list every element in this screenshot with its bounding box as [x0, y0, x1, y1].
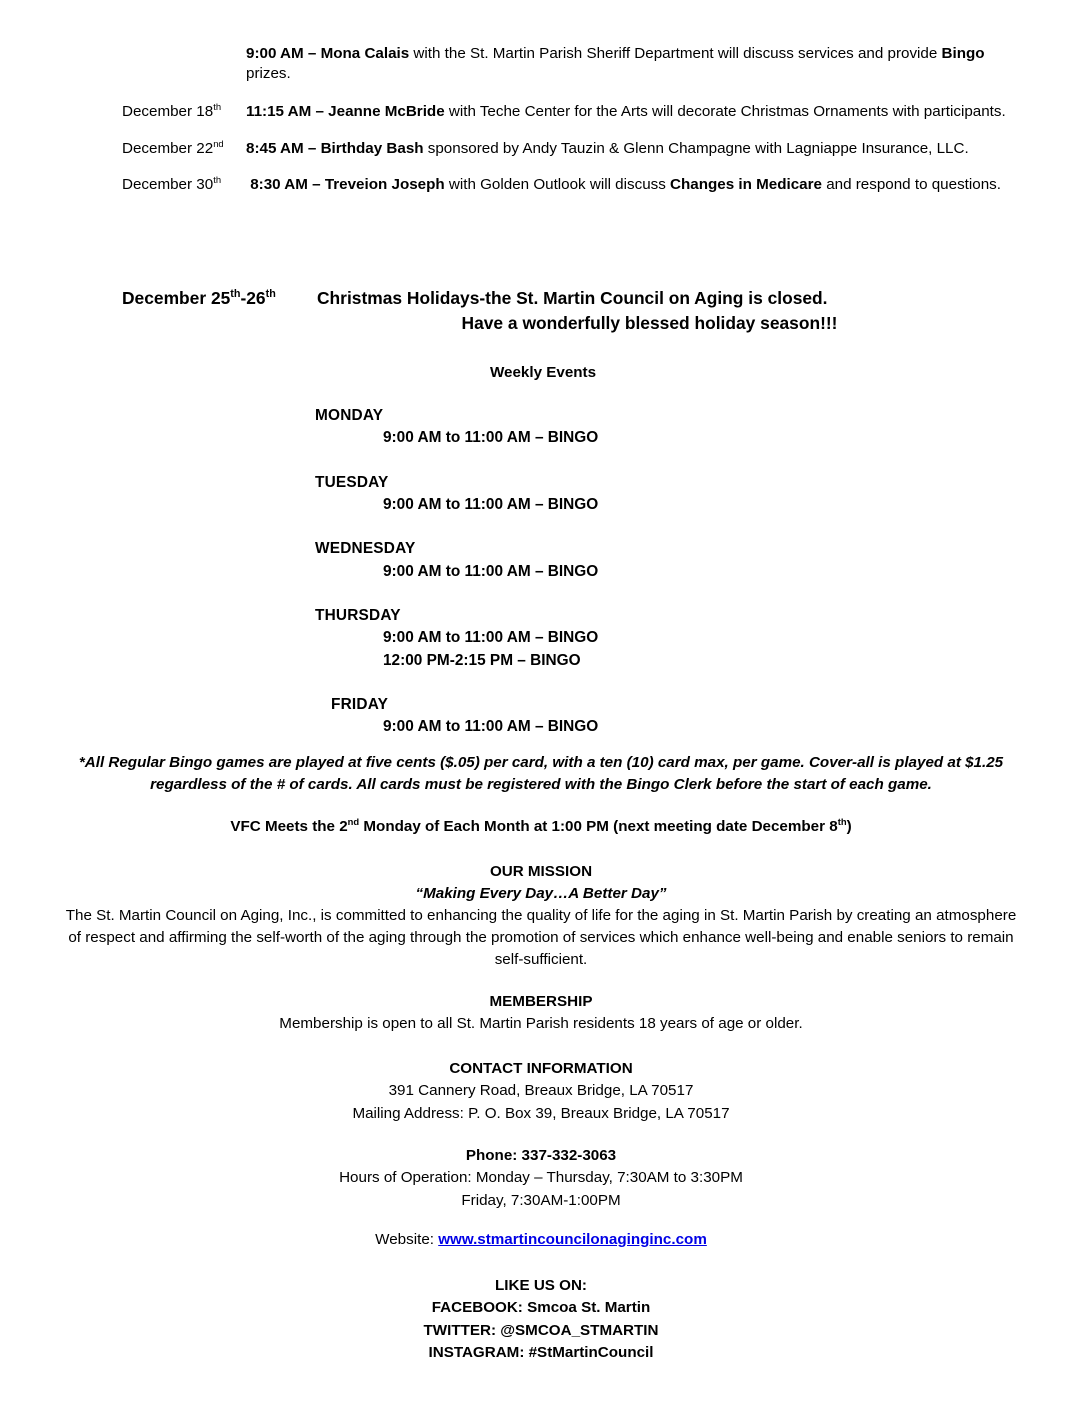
weekly-events-title: Weekly Events	[489, 364, 597, 381]
mission-section	[58, 861, 1024, 970]
day-name-tuesday: TUESDAY	[315, 473, 389, 491]
holiday-date-separator: -	[240, 288, 247, 308]
vfc-text-part3: )	[846, 818, 852, 835]
event-bold-phrase: Changes in Medicare	[670, 175, 822, 193]
event-date	[122, 175, 246, 195]
event-description	[246, 175, 1022, 195]
contact-mailing-address: Mailing Address: P. O. Box 39, Breaux Bridge, LA 70517	[352, 1104, 730, 1122]
event-row	[122, 139, 1022, 159]
event-date-suffix: th	[213, 173, 222, 185]
event-time: 11:15 AM	[246, 103, 312, 121]
social-facebook: FACEBOOK: Smcoa St. Martin	[431, 1299, 651, 1317]
holiday-month: December	[122, 288, 207, 308]
event-body-text: sponsored by Andy Tauzin & Glenn Champagne with Lagniappe Insurance, LLC.	[423, 139, 969, 157]
holiday-greeting: Have a wonderfully blessed holiday season!!!	[461, 313, 838, 334]
social-media-section	[58, 1275, 1024, 1364]
day-time-friday-1: 9:00 AM to 11:00 AM – BINGO	[383, 718, 599, 736]
holiday-day-end: 26	[246, 288, 266, 308]
website-link[interactable]: www.stmartincouncilonaginginc.com	[438, 1231, 707, 1248]
event-row	[122, 102, 1022, 122]
event-row	[122, 44, 1022, 84]
vfc-ordinal-th: th	[837, 815, 847, 827]
contact-section	[58, 1058, 1024, 1125]
event-date	[122, 102, 246, 122]
bingo-rules-note: *All Regular Bingo games are played at five cents ($.05) per card, with a ten (10) card max, per game. Cover-all is played at $1.25 regardless of the # of cards. All cards must be registered with the Bingo Clerk before the start of each game.	[78, 754, 1004, 793]
day-time-monday-1: 9:00 AM to 11:00 AM – BINGO	[383, 429, 599, 447]
vfc-meeting-line	[58, 815, 1024, 835]
social-instagram: INSTAGRAM: #StMartinCouncil	[428, 1344, 654, 1362]
hours-friday: Friday, 7:30AM-1:00PM	[461, 1191, 621, 1209]
event-date-month: December	[122, 139, 193, 157]
contact-heading: CONTACT INFORMATION	[449, 1060, 633, 1077]
vfc-text-part1: VFC Meets the 2	[230, 818, 348, 835]
event-speaker: Birthday Bash	[320, 139, 424, 157]
day-block-thursday	[315, 605, 915, 672]
event-speaker: Treveion Joseph	[324, 175, 445, 193]
event-speaker: Mona Calais	[320, 45, 410, 62]
event-date-month: December	[122, 175, 193, 193]
vfc-ordinal-nd: nd	[347, 815, 360, 827]
event-body-text: with Teche Center for the Arts will decorate Christmas Ornaments with participants.	[444, 103, 1006, 121]
website-label: Website:	[375, 1231, 439, 1248]
day-name-wednesday: WEDNESDAY	[315, 540, 416, 558]
holiday-date-range	[122, 286, 317, 311]
holiday-line-one	[122, 286, 1022, 311]
weekly-schedule	[315, 405, 915, 761]
event-dash: –	[303, 139, 321, 157]
event-description	[246, 102, 1022, 122]
day-name-friday: FRIDAY	[331, 695, 389, 713]
website-section	[58, 1231, 1024, 1248]
event-dash: –	[303, 45, 321, 62]
event-description	[246, 139, 1022, 159]
day-block-wednesday	[315, 538, 915, 583]
event-body-text: with the St. Martin Parish Sheriff Department will discuss services and provide	[409, 45, 942, 62]
mission-heading: OUR MISSION	[489, 863, 593, 880]
day-name-thursday: THURSDAY	[315, 606, 401, 624]
holiday-suffix-start: th	[230, 288, 241, 301]
event-date-suffix: nd	[213, 137, 224, 149]
day-name-monday: MONDAY	[315, 407, 384, 424]
membership-text: Membership is open to all St. Martin Parish residents 18 years of age or older.	[279, 1015, 803, 1033]
event-date-month: December	[122, 103, 193, 121]
membership-heading: MEMBERSHIP	[489, 993, 593, 1010]
hours-weekday: Hours of Operation: Monday – Thursday, 7:30AM to 3:30PM	[339, 1169, 743, 1187]
event-date-day: 30	[196, 175, 214, 193]
day-time-thursday-2: 12:00 PM-2:15 PM – BINGO	[383, 651, 581, 669]
event-dash: –	[311, 103, 329, 121]
event-row	[122, 175, 1022, 195]
holiday-day-start: 25	[210, 288, 231, 308]
day-time-wednesday-1: 9:00 AM to 11:00 AM – BINGO	[383, 562, 599, 580]
event-date	[122, 139, 246, 159]
event-time: 8:30 AM	[250, 175, 308, 193]
day-block-friday	[315, 694, 915, 739]
holiday-closure-notice	[122, 286, 1022, 336]
membership-section	[58, 991, 1024, 1036]
event-time: 9:00 AM	[246, 45, 304, 62]
event-description	[246, 44, 1022, 84]
event-dash: –	[307, 175, 325, 193]
social-twitter: TWITTER: @SMCOA_STMARTIN	[423, 1321, 659, 1339]
day-block-tuesday	[315, 472, 915, 517]
mission-tagline: “Making Every Day…A Better Day”	[415, 884, 667, 902]
contact-street-address: 391 Cannery Road, Breaux Bridge, LA 70517	[388, 1082, 694, 1100]
event-date-day: 22	[196, 139, 214, 157]
social-heading: LIKE US ON:	[495, 1277, 587, 1294]
day-time-tuesday-1: 9:00 AM to 11:00 AM – BINGO	[383, 495, 599, 513]
event-body-text: with Golden Outlook will discuss	[444, 175, 671, 193]
dated-events-list	[122, 44, 1022, 211]
event-bold-phrase: Bingo	[941, 45, 985, 62]
vfc-text-part2: Monday of Each Month at 1:00 PM (next meeting date December 8	[359, 818, 838, 835]
mission-statement: The St. Martin Council on Aging, Inc., is committed to enhancing the quality of life for the aging in St. Martin Parish by creating an atmosphere of respect and affirming the self-worth of the aging through the promotion of services which enhance well-being and enable seniors to remain self-sufficient.	[65, 906, 1017, 968]
holiday-suffix-end: th	[265, 288, 276, 301]
event-date-suffix: th	[213, 101, 222, 113]
holiday-message: Christmas Holidays-the St. Martin Council on Aging is closed.	[317, 288, 828, 308]
event-body-tail: prizes.	[246, 65, 291, 83]
event-body-tail: and respond to questions.	[821, 175, 1001, 193]
phone-hours-section	[58, 1145, 1024, 1212]
day-block-monday	[315, 405, 915, 450]
event-speaker: Jeanne McBride	[328, 103, 445, 121]
day-time-thursday-1: 9:00 AM to 11:00 AM – BINGO	[383, 629, 599, 647]
contact-phone: Phone: 337-332-3063	[465, 1147, 617, 1164]
event-date-day: 18	[196, 103, 214, 121]
event-time: 8:45 AM	[246, 139, 304, 157]
